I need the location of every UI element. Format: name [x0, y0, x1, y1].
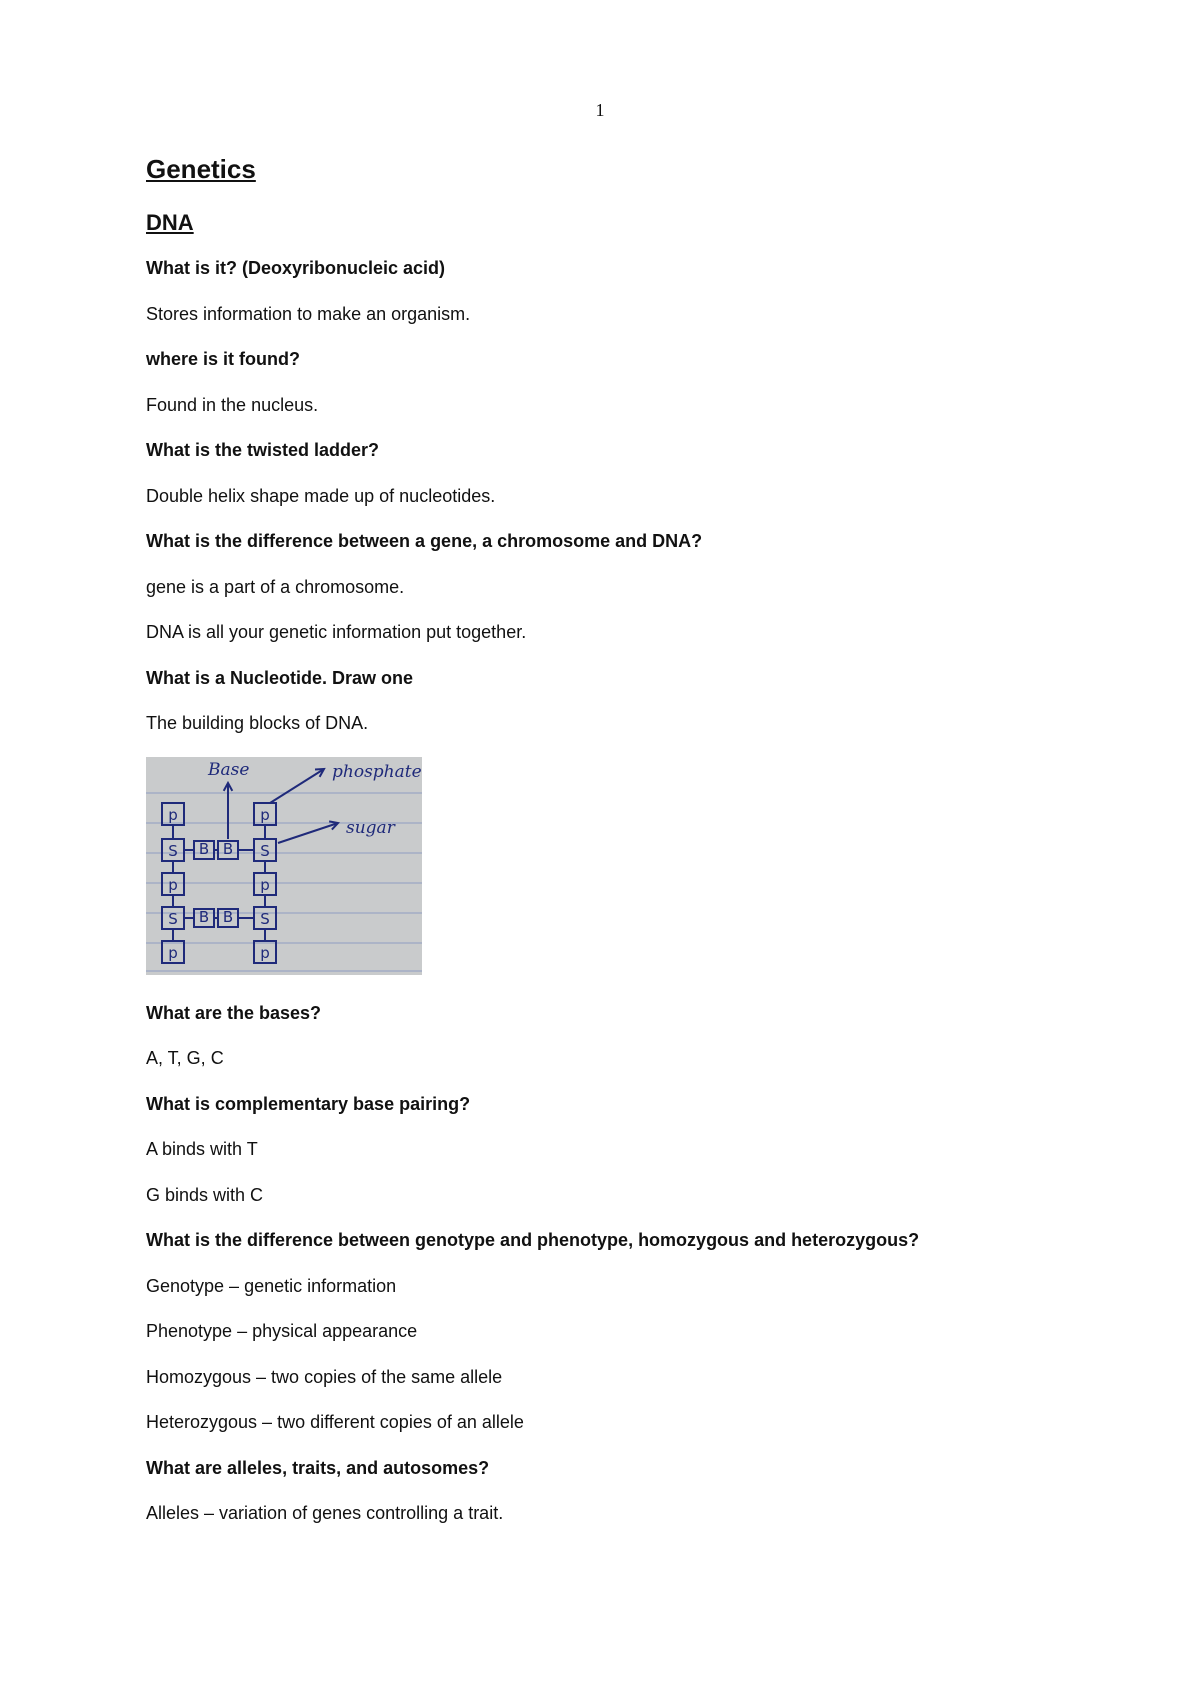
answer-line: Stores information to make an organism. [146, 303, 471, 324]
base-letter: B [198, 839, 210, 858]
phosphate-letter: p [168, 875, 178, 894]
answer-line: Found in the nucleus. [146, 394, 319, 415]
base-letter: B [198, 907, 210, 926]
answer-line: Homozygous – two copies of the same allele [146, 1366, 503, 1387]
sugar-letter: S [168, 841, 178, 860]
phosphate-letter: p [168, 805, 178, 824]
sugar-letter: S [260, 909, 270, 928]
answer-line: Phenotype – physical appearance [146, 1321, 418, 1341]
phosphate-label: phosphate [332, 761, 422, 782]
section-heading: DNA [146, 210, 194, 235]
answer-line: DNA is all your genetic information put together. [146, 622, 527, 642]
page-number: 1 [595, 100, 605, 120]
question-line: What are alleles, traits, and autosomes? [146, 1457, 490, 1478]
answer-line: A, T, G, C [146, 1048, 224, 1068]
document-body [146, 152, 1106, 1547]
sugar-letter: S [260, 841, 270, 860]
sugar-label: sugar [346, 817, 395, 838]
phosphate-letter: p [260, 805, 270, 824]
qa-block-2 [146, 1001, 1106, 1526]
paper-background [146, 757, 422, 975]
qa-block-1 [146, 256, 1106, 735]
question-line: What is complementary base pairing? [146, 1093, 471, 1114]
nucleotide-sketch-svg [146, 757, 422, 975]
answer-line: A binds with T [146, 1139, 258, 1159]
phosphate-letter: p [260, 943, 270, 962]
answer-line: The building blocks of DNA. [146, 713, 369, 733]
nucleotide-drawing [146, 757, 422, 975]
answer-line: gene is a part of a chromosome. [146, 576, 405, 597]
answer-line: Alleles – variation of genes controlling a trait. [146, 1503, 504, 1523]
question-line: What is the twisted ladder? [146, 440, 380, 460]
question-line: What is the difference between a gene, a chromosome and DNA? [146, 531, 703, 551]
question-line: What is it? (Deoxyribonucleic acid) [146, 258, 446, 278]
sugar-letter: S [168, 909, 178, 928]
answer-line: Heterozygous – two different copies of an allele [146, 1412, 524, 1432]
document-title: Genetics [146, 154, 256, 184]
question-line: What are the bases? [146, 1002, 322, 1023]
question-line: where is it found? [146, 349, 301, 369]
question-line: What is a Nucleotide. Draw one [146, 667, 414, 688]
answer-line: Double helix shape made up of nucleotides. [146, 485, 496, 506]
answer-line: G binds with C [146, 1184, 264, 1205]
base-label: Base [208, 759, 250, 780]
base-letter: B [222, 907, 234, 926]
phosphate-letter: p [260, 875, 270, 894]
answer-line: Genotype – genetic information [146, 1275, 397, 1296]
base-letter: B [222, 839, 234, 858]
phosphate-letter: p [168, 943, 178, 962]
question-line: What is the difference between genotype and phenotype, homozygous and heterozygous? [146, 1230, 920, 1250]
